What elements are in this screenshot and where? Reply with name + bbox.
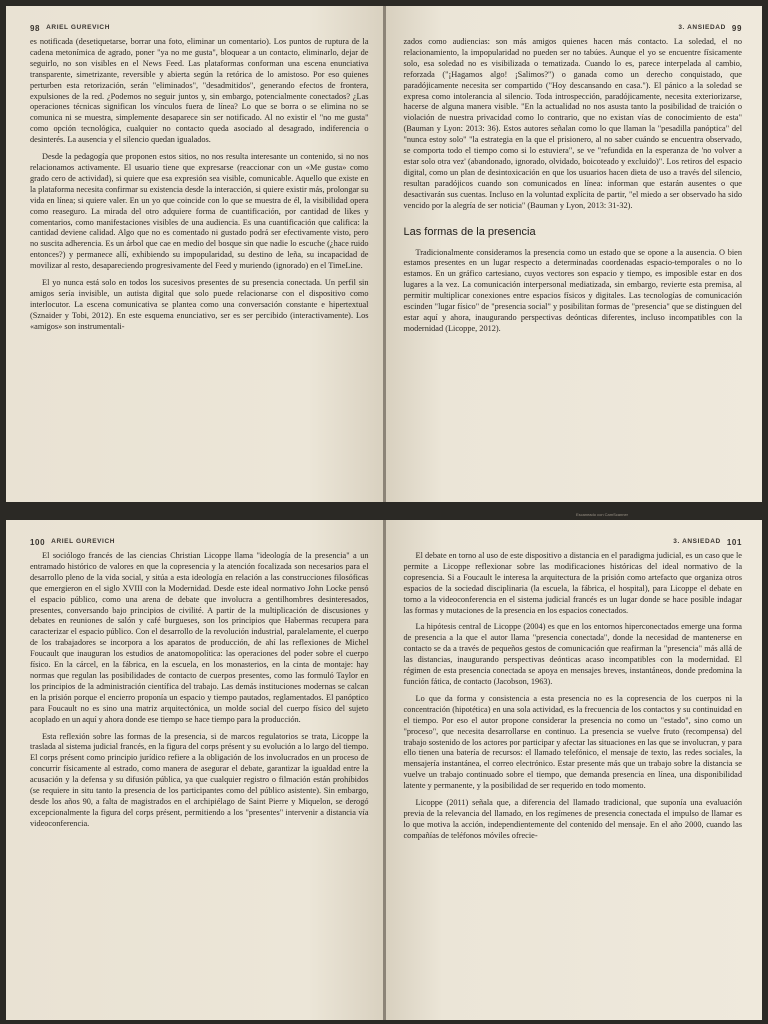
paragraph: Lo que da forma y consistencia a esta presencia no es la copresencia de los cuerpos ni la concentración (hipotética) en una sola actividad, es la frecuencia de los contactos y su continuidad en el tiempo. Por eso el autor propone considerar la presencia no como un "estado", sino como un "proceso", que necesita desarrollarse en continuo. La presencia se vuelve fruto (recompensa) del trabajo sostenido de los actores por participar y afectar las situaciones en las que se involucran, y para ello tienen una batería de recursos: el llamado telefónico, el mensaje de texto, las redes sociales, la mensajería instantánea, el correo electrónico. Estar presente más que un trabajo sobre la distancia se vuelve un trabajo continuado sobre el tiempo, que demanda presencia en línea, una disponibilidad latente y permanente, y la posibilidad de ser requerido en todo momento. (403, 693, 742, 791)
running-head (404, 538, 743, 547)
paragraph: La hipótesis central de Licoppe (2004) es que en los entornos hiperconectados emerge una forma de presencia a la que el autor llama "presencia conectada", donde la necesidad de mantenerse en contacto se da a través de pequeños gestos de comunicación que reafirman la "presencia" más allá de las distancias, inaugurando perspectivas deónticas acaso incompatibles con la modernidad. El régimen de esta presencia conectada se apoya en mensajes breves, instantáneos, donde predomina la función fática, de contacto (Jacobson, 1963). (403, 622, 742, 686)
paragraph: El sociólogo francés de las ciencias Christian Licoppe llama "ideología de la presencia" a un entramado histórico de valores en que la copresencia y la atención focalizada son necesarios para el desarrollo pleno de la vida social, y sitúa a esta ideología en relación a las construcciones filosóficas que emergieron en el siglo XVIII con la Modernidad. Desde este ideal normativo John Locke pensó el espacio público, como una arena de debate que involucra a gentilhombres desinteresados, presentes, conversando bajo principios de civilité. A partir de la multiplicación de discusiones y debates en reuniones de salón y café burgueses, son los principios que Habermas recupera para caracterizar el espacio público. Con el desarrollo de la revolución industrial, paralelamente, el cuerpo de los trabajadores se incorpora a los aparatos de producción, de ahí las reflexiones de Michel Foucault que inauguran los estudios de anatomopolítica: las operaciones del poder sobre el cuerpo físico. En la cárcel, en la fábrica, en la escuela, en los monasterios, en la cinta de montaje: hay normas que regulan las posibilidades de contacto de cuerpos presentes, como las formuló Taylor en los principios de la administración científica del trabajo. Las demás instituciones modernas se calcan en la prisión porque el encierro proponía un espacio y tiempo pautados, reglamentados. El panóptico para Foucault no es sino una matriz arquitectónica, un molde social del cuerpo físico del sujeto acoplado en un aquí y ahora donde ese tiempo se hace tiempo para la producción. (30, 551, 369, 724)
chapter-name: 3. ANSIEDAD (678, 24, 726, 31)
paragraph: Desde la pedagogía que proponen estos sitios, no nos resulta interesante un contenido, si no nos relacionamos activamente. El usuario tiene que expresarse (reaccionar con un «Me gusta» como grado cero de actividad), si quiere que esa expresión sea visible, comunicable. Aquello que existe en la plataforma necesita confirmar su existencia desde la interacción, si quiere existir más, prolongar su vida en línea; si quiere valer. En un yo que coincide con lo que se muestra de él, la visibilidad opera como reaseguro. La mirada del otro adquiere forma de cuantificación, por cantidad de likes y comentarios, como manifestaciones visibles de una audiencia. Es una cuantificación que califica: la cantidad deviene calidad. Algo que no es comentado ni gustado podrá ser efectivamente visto, pero no suscita adherencia. Es un árbol que cae en medio del bosque sin que nadie lo escuche (¿hace ruido entonces?) y permanece allí, exhibiendo su impopularidad, su destino de leña, su incapacidad de movilizar al resto, desapareciendo progresivamente del Feed y muriendo (ignorado) en el TimeLine. (30, 152, 369, 271)
paragraph: zados como audiencias: son más amigos quienes hacen más contacto. La soledad, el no relacionamiento, la impopularidad no pueden ser no tabúes. Aunque el yo se encuentre físicamente solo, esa soledad no es visibilizada o tematizada. Cuando lo es, parece interpelada al cambio, reforzada ("¡Hagamos algo! ¡Salimos?") o ganada como un derecho conquistado, que paradójicamente necesita ser compartido ("Hoy descansando en casa."). El pánico a la soledad se expresa como intolerancia al silencio. Toda introspección, paradójicamente, necesita exteriorizarse, hacerse de alguna manera visible. "En la actualidad no nos asusta tanto la posibilidad de traición o violación de nuestra privacidad como lo contrario, que no existan vías de conocimiento de esta" (Bauman y Lyon: 2013: 36). Estos autores señalan como lo que llaman la "pesadilla panóptica" del "nunca estoy solo" "la estrategia en la que el prisionero, al no saber cuándo se encuentra observado, se comporta todo el tiempo como si lo estuviera", se ve "refundida en la esperanza de 'no volver a estar solo otra vez' (abandonado, ignorado, olvidado, boicoteado y excluido)". Los retiros del espacio digital, como un plan de desintoxicación en que los usuarios hacen dieta de uso a través del silencio, resultan paradójicos cuando son comunicados en línea: informan que estarán ausentes o que desactivarán sus cuentas. Incluso en la voluntad explícita de partir, "el miedo a ser observado ha sido vencido por la alegría de ser noticia" (Bauman y Lyon, 2013: 31-32). (403, 37, 742, 210)
page-body (404, 37, 743, 335)
bottom-spread (6, 520, 762, 1020)
paragraph: El yo nunca está solo en todos los sucesivos presentes de su presencia conectada. Un perfil sin amigos sería invisible, un autista digital que solo puede relacionarse con el dispositivo como interlocutor. La escena comunicativa se plantea como una conversación constante e hipertextual (Sznaider y Tobi, 2012). En este esquema enunciativo, ser es ser percibido (interactivamente). Los «amigos» son instrumentali- (30, 278, 369, 331)
page-number: 101 (726, 538, 742, 547)
page-100 (6, 520, 383, 1020)
top-spread (6, 6, 762, 502)
scan-watermark: Escaneado con CamScanner (575, 512, 628, 517)
chapter-name: 3. ANSIEDAD (673, 538, 721, 545)
paragraph: Tradicionalmente consideramos la presencia como un estado que se opone a la ausencia. O bien estamos presentes en un lugar respecto a determinadas coordenadas espacio-temporales o no lo estamos. En un gráfico cartesiano, cuyos vectores son espacio y tiempo, es imposible estar en dos lugares a la vez. La comunicación interpersonal mediatizada, sin embargo, revierte esta premisa, al permitir multiplicar conexiones entre espacios físicos y digitales. Las tecnologías de comunicación escinden "lugar físico" de "presencia social" y posibilitan formas de "presencia" que se distinguen del estar aquí y ahora, inaugurando perspectivas deónticas diferentes, incluso incompatibles con la modernidad (Licoppe, 2012). (403, 247, 742, 333)
author-name: ARIEL GUREVICH (46, 24, 111, 31)
page-number: 98 (30, 24, 41, 33)
paragraph: Licoppe (2011) señala que, a diferencia del llamado tradicional, que suponía una evaluación previa de la relevancia del llamado, en los regímenes de presencia conectada el impulso de llamar es lo que motiva la acción, independientemente del contenido del mensaje. En el año 2000, cuando las compañías de teléfonos móviles ofrecie- (403, 798, 742, 840)
page-body (404, 551, 743, 842)
page-101 (386, 520, 763, 1020)
running-head (30, 24, 369, 33)
running-head (404, 24, 743, 33)
page-body (30, 551, 369, 830)
page-99 (386, 6, 763, 502)
page-number: 100 (30, 538, 46, 547)
page-number: 99 (731, 24, 742, 33)
paragraph: Esta reflexión sobre las formas de la presencia, si de marcos regulatorios se trata, Licoppe la traslada al sistema judicial francés, en la figura del corps présent y su evolución a lo largo del tiempo. El corps présent como principio jurídico refiere a la obligación de los involucrados en un proceso de concurrir físicamente al estrado, como manera de asegurar el debate, garantizar la igualdad entre la acusación y la defensa y su difusión pública, ya que cualquier registro o filmación están prohibidos (se requiere in situ tanto la presencia de los participantes como del público asistente). Sin embargo, desde los años 90, a falta de magistrados en el archipiélago de Saint Pierre y Miquelon, se derogó excepcionalmente la figura del corps présent, permitiendo a los "presentes" intervenir a distancia vía videoconferencia. (30, 731, 369, 828)
paragraph: El debate en torno al uso de este dispositivo a distancia en el paradigma judicial, es un caso que le permite a Licoppe reflexionar sobre las modificaciones históricas del ideal normativo de la copresencia. Si a Foucault le interesa la arquitectura de la prisión como artefacto que organiza otros espacios de la sociedad disciplinaria (la escuela, la fábrica, el hospital), para Licoppe el debate en torno a la videoconferencia en el sistema judicial francés es un lugar donde se hace posible indagar las formas y mutaciones de la presencia en los espacios conectados. (403, 551, 742, 615)
running-head (30, 538, 369, 547)
section-title: Las formas de la presencia (403, 225, 536, 238)
page-98 (6, 6, 383, 502)
page-body (30, 37, 369, 333)
paragraph: es notificada (desetiquetarse, borrar una foto, eliminar un comentario). Los puntos de ruptura de la cadena metonímica de agrado, poner "ya no me gusta", bloquear a un contacto, eliminarlo, dejar de seguirlo, no son visibles en el News Feed. Las plataformas conforman una escena enunciativa transparente, simetrizante, reversible y abierta según la retórica de lo amistoso. Por eso quienes perturben esta retorización, serán "eliminados", "desadmitidos", generando efectos de frontera, expulsiones de la red. ¿Podemos no seguir juntos y, sin embargo, potencialmente conectados? ¿Las operaciones técnicas significan los vínculos fuera de línea? Lo que se borra o se elimina no se comunica ni se muestra, simplemente desaparece sin ser notificado. Al no existir el "no me gusta" como opción tecnológica, cualquier no contacto queda asociado al desagrado, indiferencia o desinterés. La ausencia y el silencio quedan igualados. (30, 37, 369, 145)
author-name: ARIEL GUREVICH (51, 538, 116, 545)
